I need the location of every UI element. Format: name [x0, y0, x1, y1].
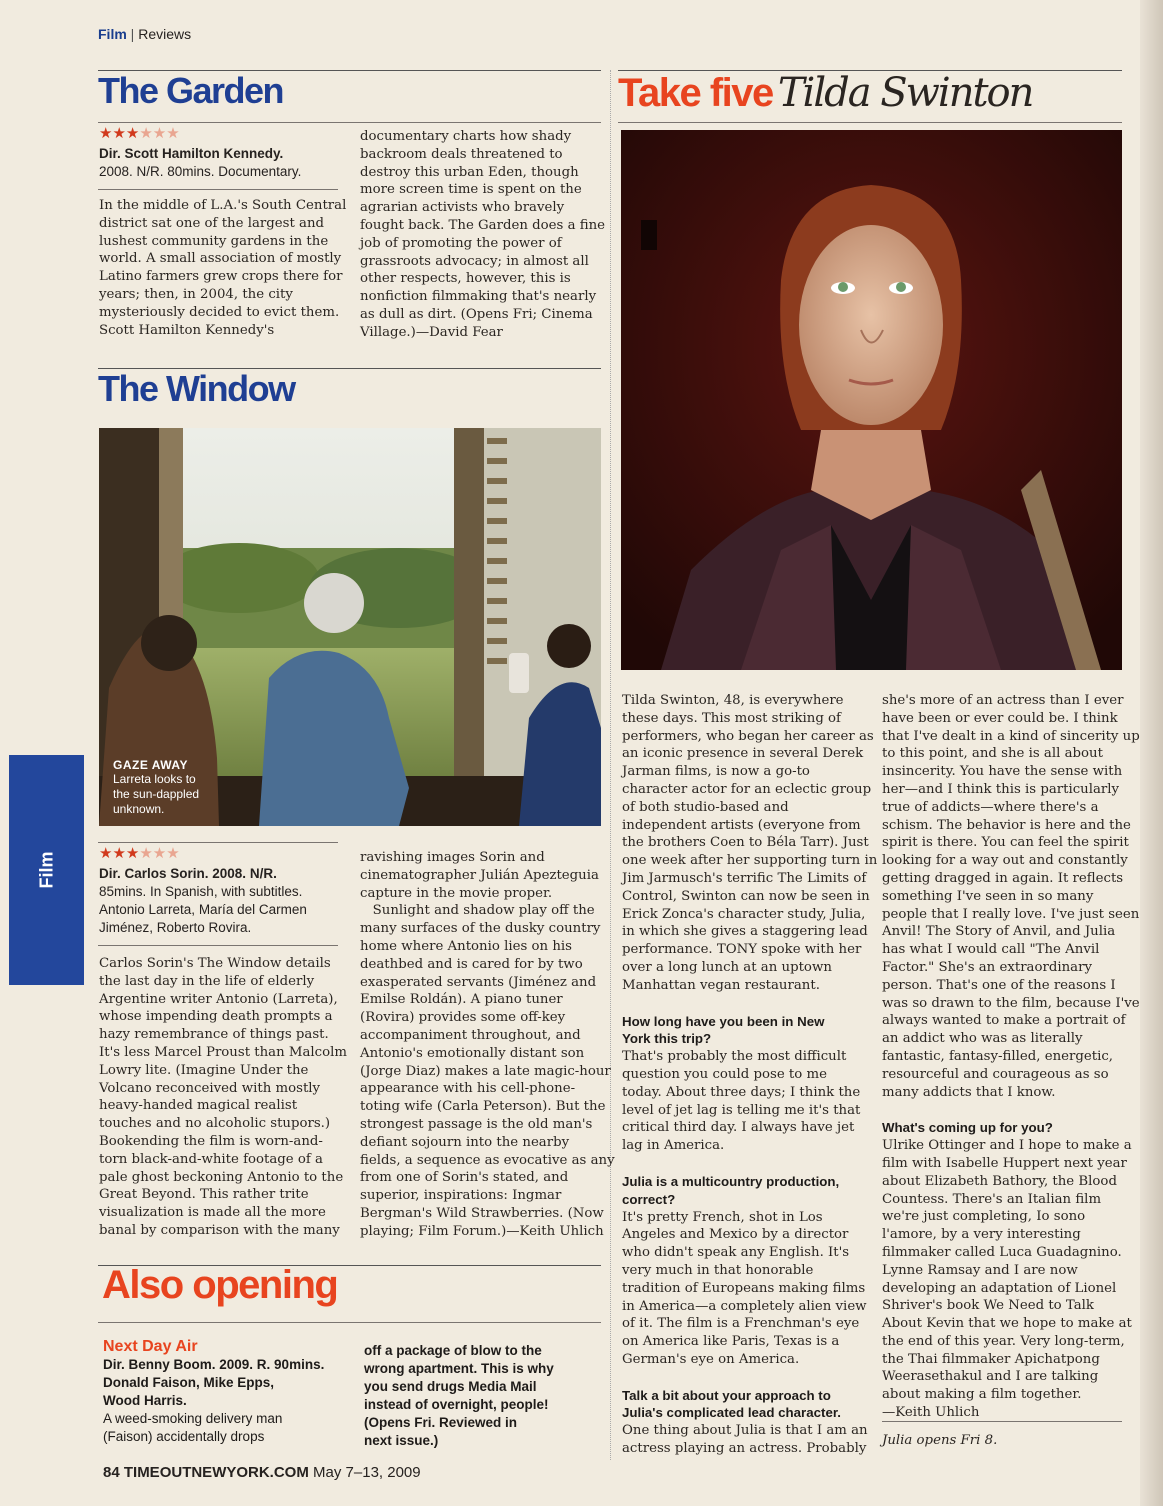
take-five-label: Take five [618, 71, 773, 115]
interview-col1 [622, 692, 878, 1458]
rule [98, 842, 338, 843]
text-line: the Thai filmmaker Apichatpong [882, 1351, 1100, 1367]
question-line: Talk a bit about your approach to [622, 1387, 831, 1403]
section-label: Film [98, 26, 127, 42]
side-tab-label: Film [36, 851, 56, 889]
text-line: Antonio's emotionally distant son [360, 1045, 585, 1061]
question-1 [622, 1013, 867, 1049]
question-3 [622, 1387, 867, 1423]
text-line: Volcano reconceived with mostly [99, 1080, 321, 1096]
section-header [98, 26, 191, 42]
text-line: touches and no alcoholic stupors.) [99, 1116, 331, 1132]
text-line: capture in the movie proper. [360, 885, 553, 901]
meta-line: Dir. Carlos Sorin. 2008. N/R. [99, 866, 277, 881]
garden-director: Dir. Scott Hamilton Kennedy. [99, 146, 284, 161]
text-line: developing an adaptation of Lionel [882, 1280, 1117, 1296]
text-line: insincerity. You have the sense with [882, 764, 1123, 780]
text-line: mysteriously decided to evict them. [99, 304, 340, 320]
text-line: fantastic, fantasy-filled, energetic, [882, 1048, 1114, 1064]
text-line: other respects, however, this is [360, 271, 571, 287]
question-line: How long have you been in New [622, 1013, 825, 1029]
text-line: in which she gives a staggering lead [622, 924, 868, 940]
also-opening-title: Also opening [102, 1263, 338, 1307]
text-line: home where Antonio lies on his [360, 938, 572, 954]
text-line: actress playing an actress. Probably [622, 1441, 867, 1457]
text-line: fought back. The Garden does a fine [360, 217, 606, 233]
text-line: lushest community gardens in the [99, 233, 329, 249]
footnote: Julia opens Fri 8. [882, 1433, 998, 1448]
text-line: Control, Swinton can now be seen in [622, 888, 870, 904]
text-line: documentary charts how shady [360, 129, 572, 144]
text-line: Manhattan vegan restaurant. [622, 977, 820, 993]
text-line: Jarman films, is now a go-to [622, 764, 810, 780]
text-line: world. A small association of mostly [99, 251, 342, 267]
answer-3-start [622, 1422, 867, 1458]
text-line: strongest passage is the old man's [360, 1116, 593, 1132]
text-line: off a package of blow to the [364, 1343, 542, 1358]
text-line: heavy-handed magical realist [99, 1098, 298, 1114]
text-line: exasperated servants (Jiménez and [360, 974, 597, 990]
text-line: these days. This most striking of [622, 710, 841, 726]
text-line: In the middle of L.A.'s South Central [99, 198, 347, 213]
text-line: nonfiction filmmaking that's nearly [360, 289, 597, 305]
text-line: pale ghost beckoning Antonio to the [99, 1169, 344, 1185]
question-line: York this trip? [622, 1031, 712, 1047]
text-line: over a long lunch at an uptown [622, 959, 832, 975]
window-rating: ★★★★★★ [99, 844, 180, 862]
text-line: Countess. There's an Italian film [882, 1191, 1102, 1207]
text-line: character actor for an eclectic group [622, 781, 872, 797]
text-line: Emilse Roldán). A piano tuner [360, 992, 563, 1008]
header-separator: | [130, 26, 135, 42]
caption-title: GAZE AWAY [113, 758, 188, 772]
also-film-title: Next Day Air [103, 1338, 198, 1355]
text-line: Angeles and Mexico by a director [622, 1227, 849, 1243]
text-line: many surfaces of the dusky country [360, 921, 601, 937]
text-line: Great Beyond. This rather trite [99, 1187, 309, 1203]
text-line: Bergman's Wild Strawberries. (Now [360, 1205, 604, 1221]
text-line: Shriver's book We Need to Talk [882, 1298, 1094, 1314]
caption-text [113, 772, 199, 817]
text-line: many addicts that I know. [882, 1084, 1056, 1100]
text-line: ravishing images Sorin and [360, 850, 545, 865]
window-meta [99, 865, 349, 937]
meta-line: 85mins. In Spanish, with subtitles. [99, 884, 303, 899]
text-line: cinematographer Julián Apezteguia [360, 867, 599, 883]
text-line: on America like Paris, Texas is a [622, 1334, 840, 1350]
text-line: the end of this year. Very long-term, [882, 1333, 1125, 1349]
text-line: of both studio-based and [622, 799, 789, 815]
text-line: district sat one of the largest and [99, 215, 325, 231]
text-line: Argentine writer Antonio (Larreta), [99, 991, 338, 1007]
page-number: 84 [103, 1464, 120, 1481]
text-line: Ulrike Ottinger and I hope to make a [882, 1138, 1132, 1154]
also-opening-col2 [364, 1342, 604, 1450]
text-line: Wood Harris. [103, 1393, 187, 1408]
garden-rating: ★★★★★★ [99, 124, 180, 142]
question-2 [622, 1173, 867, 1209]
text-line: destroy this urban Eden, though [360, 164, 579, 180]
text-line: you send drugs Media Mail [364, 1379, 537, 1394]
text-line: film with Isabelle Huppert next year [882, 1155, 1127, 1171]
text-line: performance. TONY spoke with her [622, 942, 862, 958]
text-line: German's eye on America. [622, 1351, 800, 1367]
text-line: filmmaker called Luca Guadagnino. [882, 1244, 1122, 1260]
text-line: that I've dealt in a kind of sincerity up [882, 728, 1140, 744]
text-line: Tilda Swinton, 48, is everywhere [622, 693, 844, 708]
rule [98, 1322, 601, 1323]
column-divider [610, 70, 612, 1460]
garden-text-col1 [99, 197, 349, 339]
subsection-label: Reviews [138, 26, 192, 42]
text-line: whose impending death prompts a [99, 1009, 333, 1025]
answer-2 [622, 1209, 867, 1369]
also-film-credits [103, 1356, 353, 1410]
text-line: l'amore, by a very interesting [882, 1227, 1081, 1243]
text-line: tradition of Europeans making films [622, 1280, 866, 1296]
meta-line: Jiménez, Roberto Rovira. [99, 920, 252, 935]
text-line: It's pretty French, shot in Los [622, 1209, 823, 1225]
text-line: (Faison) accidentally drops [103, 1429, 265, 1444]
text-line: one week after her supporting turn in [622, 853, 878, 869]
garden-info: 2008. N/R. 80mins. Documentary. [99, 164, 302, 179]
caption-line: the sun-dappled [113, 787, 200, 801]
window-text-col2 [360, 849, 615, 1241]
rule [618, 122, 1122, 123]
answer-4 [882, 1137, 1132, 1422]
text-line: About Kevin that we hope to make at [882, 1316, 1132, 1332]
text-line: superior, inspirations: Ingmar [360, 1188, 562, 1204]
garden-text-col2 [360, 128, 605, 342]
text-line: she's more of an actress than I ever [882, 693, 1124, 708]
question-line: Julia is a multicountry production, [622, 1173, 840, 1189]
garden-title: The Garden [98, 70, 284, 111]
text-line: torn black-and-white footage of a [99, 1151, 323, 1167]
text-line: who didn't speak any English. It's [622, 1245, 850, 1261]
text-line: Scott Hamilton Kennedy's [99, 322, 275, 338]
caption-line: unknown. [113, 802, 165, 816]
text-line: Carlos Sorin's The Window details [99, 956, 331, 971]
text-line: very much in that honorable [622, 1262, 814, 1278]
text-line: critical third day. I always have jet [622, 1120, 855, 1136]
intro-text [622, 692, 878, 995]
also-film-text [103, 1410, 353, 1446]
question-4 [882, 1119, 1132, 1137]
text-line: to this point, and she is all about [882, 746, 1103, 762]
rule [98, 122, 601, 123]
text-line: spirit is there. You can feel the spirit [882, 835, 1129, 851]
text-line: Bookending the film is worn-and- [99, 1133, 323, 1149]
garden-meta [99, 145, 301, 181]
site-name: TIMEOUTNEWYORK.COM [123, 1464, 309, 1481]
text-line: wrong apartment. This is why [364, 1361, 554, 1376]
window-photo [99, 428, 601, 826]
text-line: was so drawn to the film, because I've [882, 995, 1140, 1011]
text-line: instead of overnight, people! [364, 1397, 549, 1412]
text-line: Latino farmers grew crops there for [99, 269, 343, 285]
portrait-photo [621, 130, 1122, 670]
text-line: lag in America. [622, 1138, 725, 1154]
text-line: about Elizabeth Bathory, the Blood [882, 1173, 1117, 1189]
take-five-title [618, 70, 1032, 116]
also-opening-col1 [103, 1338, 353, 1446]
text-line: today. About three days; I think the [622, 1084, 861, 1100]
text-line: the brothers Coen to Béla Tarr). Just [622, 835, 869, 851]
text-line: Weerasethakul and I are talking [882, 1369, 1099, 1385]
rule [882, 1421, 1122, 1422]
text-line: has what I would call "The Anvil [882, 942, 1100, 958]
text-line: level of jet lag is telling me it's that [622, 1102, 861, 1118]
question-line: What's coming up for you? [882, 1120, 1053, 1136]
text-line: Factor." She's an extraordinary [882, 959, 1092, 975]
photo-caption [113, 758, 199, 817]
text-line: getting dragged in again. It reflects [882, 870, 1124, 886]
text-line: in America—a completely alien view [622, 1298, 867, 1314]
page-footer [103, 1464, 421, 1481]
text-line: an addict who was as literally [882, 1031, 1083, 1047]
window-text-col1 [99, 955, 349, 1240]
caption-line: Larreta looks to [113, 772, 196, 786]
interview-col2 [882, 692, 1140, 1422]
take-five-name: Tilda Swinton [777, 70, 1033, 116]
text-line: (Jorge Diaz) makes a late magic-hour [360, 1063, 611, 1079]
text-line: have been or ever could be. I think [882, 710, 1118, 726]
issue-date: May 7–13, 2009 [313, 1464, 421, 1481]
text-line: backroom deals threatened to [360, 146, 563, 162]
page-edge [1140, 0, 1163, 1506]
text-line: an iconic presence in several Derek [622, 746, 864, 762]
text-line: question you could pose to me [622, 1066, 827, 1082]
text-line: her—and I think this is particularly [882, 781, 1120, 797]
text-line: of it. The film is a Frenchman's eye [622, 1316, 860, 1332]
text-line: Erick Zonca's character study, Julia, [622, 906, 866, 922]
text-line: about making a film together. [882, 1387, 1082, 1403]
text-line: years; then, in 2004, the city [99, 286, 293, 302]
text-line: banal by comparison with the many [99, 1222, 340, 1238]
text-line: Lynne Ramsay and I are now [882, 1262, 1078, 1278]
text-line: next issue.) [364, 1433, 439, 1448]
text-line: as dull as dirt. (Opens Fri; Cinema [360, 306, 593, 322]
text-line: people that I really love. I've just seen [882, 906, 1140, 922]
text-line: hazy remembrance of things past. [99, 1027, 329, 1043]
text-line: Dir. Benny Boom. 2009. R. 90mins. [103, 1357, 325, 1372]
answer-3-continued [882, 692, 1140, 1101]
window-title: The Window [98, 368, 295, 409]
text-line: Lowry lite. (Imagine Under the [99, 1062, 309, 1078]
meta-line: Antonio Larreta, María del Carmen [99, 902, 307, 917]
text-line: Donald Faison, Mike Epps, [103, 1375, 275, 1390]
text-line: always wanted to make a portrait of [882, 1013, 1126, 1029]
text-line: job of promoting the power of [360, 235, 562, 251]
text-line: It's less Marcel Proust than Malcolm [99, 1044, 347, 1060]
text-line: person. That's one of the reasons I [882, 977, 1116, 993]
tilda-swinton-portrait-image [621, 130, 1122, 670]
text-line: agrarian activists who bravely [360, 200, 565, 216]
text-line: we're just completing, Io sono [882, 1209, 1086, 1225]
text-line: deathbed and is cared for by two [360, 956, 583, 972]
text-line: accompaniment throughout, and [360, 1027, 581, 1043]
answer-1 [622, 1048, 867, 1155]
text-line: Village.)—David Fear [360, 324, 503, 340]
text-line: playing; Film Forum.)—Keith Uhlich [360, 1223, 604, 1239]
text-line: from one of Sorin's stated, and [360, 1170, 569, 1186]
text-line: looking for a way out and constantly [882, 853, 1128, 869]
text-line: true of addicts—where there's a [882, 799, 1099, 815]
text-line: Anvil! The Story of Anvil, and Julia [882, 924, 1116, 940]
text-line: —Keith Uhlich [882, 1405, 980, 1421]
text-line: A weed-smoking delivery man [103, 1411, 283, 1426]
text-line: (Opens Fri. Reviewed in [364, 1415, 518, 1430]
text-line: fields, a sequence as evocative as any [360, 1152, 615, 1168]
text-line: independent artists (everyone from [622, 817, 861, 833]
text-line: Jim Jarmusch's terrific The Limits of [622, 870, 867, 886]
text-line: grassroots advocacy; in almost all [360, 253, 589, 269]
text-line: resourceful and courageous as so [882, 1066, 1109, 1082]
text-line: (Rovira) provides some off-key [360, 1010, 566, 1026]
question-line: correct? [622, 1191, 676, 1207]
text-line: visualization is made all the more [99, 1205, 326, 1221]
text-line: That's probably the most difficult [622, 1049, 847, 1065]
text-line: toting wife (Carla Peterson). But the [360, 1099, 606, 1115]
text-line: the last day in the life of elderly [99, 973, 315, 989]
film-section-tab [9, 755, 84, 985]
question-line: Julia's complicated lead character. [622, 1405, 841, 1421]
text-line: One thing about Julia is that I am an [622, 1423, 868, 1439]
rule [98, 189, 338, 190]
text-line: something I've seen in so many [882, 888, 1094, 904]
text-line: schism. The behavior is here and the [882, 817, 1131, 833]
text-line: Sunlight and shadow play off the [360, 903, 595, 919]
text-line: more screen time is spent on the [360, 182, 582, 198]
text-line: defiant sojourn into the nearby [360, 1134, 570, 1150]
rule [98, 945, 338, 946]
text-line: performers, who began her career as [622, 728, 874, 744]
text-line: appearance with his cell-phone- [360, 1081, 576, 1097]
